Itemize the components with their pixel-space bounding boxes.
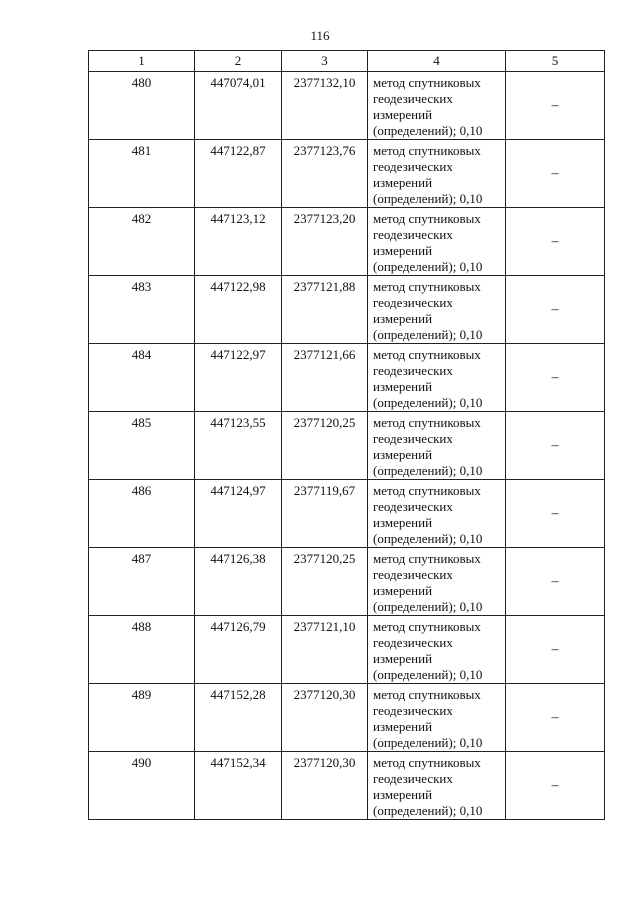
y-coordinate-cell: 2377120,30 [282, 752, 368, 820]
method-cell: метод спутниковых геодезических измерений (определений); 0,10 [368, 140, 506, 208]
method-cell: метод спутниковых геодезических измерений (определений); 0,10 [368, 344, 506, 412]
table-row [89, 616, 605, 684]
column-5-cell: – [506, 480, 605, 548]
table-row [89, 140, 605, 208]
y-coordinate-cell: 2377132,10 [282, 72, 368, 140]
point-number-cell: 489 [89, 684, 195, 752]
point-number-cell: 480 [89, 72, 195, 140]
point-number-cell: 490 [89, 752, 195, 820]
y-coordinate-cell: 2377121,66 [282, 344, 368, 412]
table-body [89, 72, 605, 820]
column-5-cell: – [506, 276, 605, 344]
y-coordinate-cell: 2377123,20 [282, 208, 368, 276]
point-number-cell: 487 [89, 548, 195, 616]
x-coordinate-cell: 447123,12 [195, 208, 282, 276]
table-header-row [89, 51, 605, 72]
x-coordinate-cell: 447124,97 [195, 480, 282, 548]
coordinates-table [88, 50, 605, 820]
x-coordinate-cell: 447152,28 [195, 684, 282, 752]
y-coordinate-cell: 2377121,88 [282, 276, 368, 344]
x-coordinate-cell: 447122,87 [195, 140, 282, 208]
method-cell: метод спутниковых геодезических измерений (определений); 0,10 [368, 548, 506, 616]
x-coordinate-cell: 447122,97 [195, 344, 282, 412]
method-cell: метод спутниковых геодезических измерений (определений); 0,10 [368, 480, 506, 548]
y-coordinate-cell: 2377123,76 [282, 140, 368, 208]
point-number-cell: 482 [89, 208, 195, 276]
column-header-3: 3 [282, 51, 368, 72]
column-5-cell: – [506, 344, 605, 412]
y-coordinate-cell: 2377120,25 [282, 412, 368, 480]
x-coordinate-cell: 447074,01 [195, 72, 282, 140]
x-coordinate-cell: 447126,79 [195, 616, 282, 684]
column-header-1: 1 [89, 51, 195, 72]
y-coordinate-cell: 2377120,25 [282, 548, 368, 616]
column-header-5: 5 [506, 51, 605, 72]
table-row [89, 548, 605, 616]
point-number-cell: 485 [89, 412, 195, 480]
page-number: 116 [310, 28, 330, 43]
y-coordinate-cell: 2377121,10 [282, 616, 368, 684]
method-cell: метод спутниковых геодезических измерений (определений); 0,10 [368, 276, 506, 344]
method-cell: метод спутниковых геодезических измерений (определений); 0,10 [368, 752, 506, 820]
table-row [89, 208, 605, 276]
column-5-cell: – [506, 616, 605, 684]
method-cell: метод спутниковых геодезических измерений (определений); 0,10 [368, 412, 506, 480]
column-5-cell: – [506, 72, 605, 140]
x-coordinate-cell: 447126,38 [195, 548, 282, 616]
table-row [89, 72, 605, 140]
method-cell: метод спутниковых геодезических измерений (определений); 0,10 [368, 208, 506, 276]
column-5-cell: – [506, 548, 605, 616]
table-row [89, 344, 605, 412]
x-coordinate-cell: 447123,55 [195, 412, 282, 480]
method-cell: метод спутниковых геодезических измерений (определений); 0,10 [368, 616, 506, 684]
point-number-cell: 488 [89, 616, 195, 684]
table-row [89, 412, 605, 480]
y-coordinate-cell: 2377119,67 [282, 480, 368, 548]
table-row [89, 480, 605, 548]
column-header-4: 4 [368, 51, 506, 72]
point-number-cell: 484 [89, 344, 195, 412]
column-header-2: 2 [195, 51, 282, 72]
point-number-cell: 486 [89, 480, 195, 548]
column-5-cell: – [506, 412, 605, 480]
column-5-cell: – [506, 208, 605, 276]
table-row [89, 684, 605, 752]
column-5-cell: – [506, 752, 605, 820]
method-cell: метод спутниковых геодезических измерений (определений); 0,10 [368, 72, 506, 140]
x-coordinate-cell: 447122,98 [195, 276, 282, 344]
column-5-cell: – [506, 140, 605, 208]
y-coordinate-cell: 2377120,30 [282, 684, 368, 752]
x-coordinate-cell: 447152,34 [195, 752, 282, 820]
method-cell: метод спутниковых геодезических измерений (определений); 0,10 [368, 684, 506, 752]
table-row [89, 752, 605, 820]
column-5-cell: – [506, 684, 605, 752]
point-number-cell: 483 [89, 276, 195, 344]
table-row [89, 276, 605, 344]
point-number-cell: 481 [89, 140, 195, 208]
